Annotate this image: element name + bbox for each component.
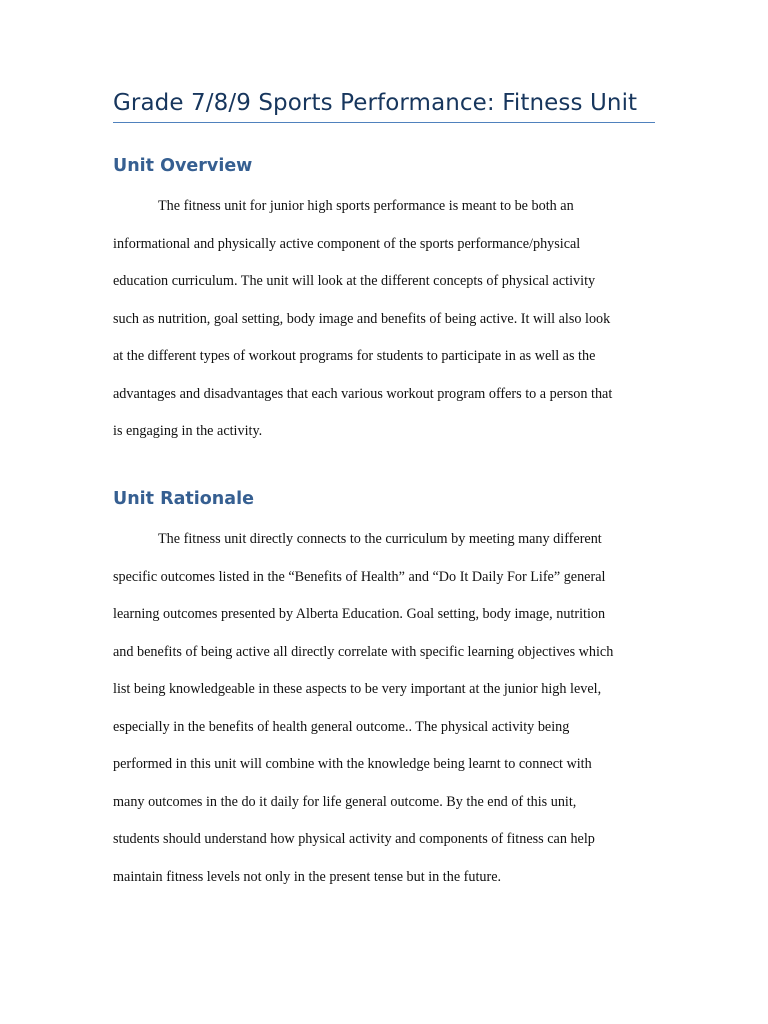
section-heading-unit-rationale: Unit Rationale — [113, 489, 254, 509]
paragraph-line: specific outcomes listed in the “Benefits of Health” and “Do It Daily For Life” general — [113, 568, 606, 585]
paragraph-line: students should understand how physical activity and components of fitness can help — [113, 831, 595, 847]
paragraph-line: learning outcomes presented by Alberta Education. Goal setting, body image, nutrition — [113, 606, 606, 622]
section-heading-unit-overview: Unit Overview — [113, 156, 253, 176]
paragraph-line: maintain fitness levels not only in the present tense but in the future. — [113, 868, 502, 885]
paragraph-unit-overview — [113, 194, 655, 457]
paragraph-line: informational and physically active component of the sports performance/physical — [113, 235, 581, 252]
paragraph-line: is engaging in the activity. — [113, 423, 263, 439]
paragraph-line: especially in the benefits of health general outcome.. The physical activity being — [113, 718, 570, 735]
paragraph-line: advantages and disadvantages that each various workout program offers to a person that — [113, 385, 613, 402]
paragraph-unit-rationale — [113, 527, 655, 902]
paragraph-line: at the different types of workout programs for students to participate in as well as the — [113, 348, 596, 364]
paragraph-line: education curriculum. The unit will look at the different concepts of physical activity — [113, 273, 596, 289]
paragraph-line: many outcomes in the do it daily for life general outcome. By the end of this unit, — [113, 793, 577, 810]
paragraph-line: performed in this unit will combine with the knowledge being learnt to connect with — [113, 756, 592, 772]
paragraph-line: and benefits of being active all directly correlate with specific learning objectives which — [113, 643, 614, 660]
paragraph-line: such as nutrition, goal setting, body image and benefits of being active. It will also look — [113, 310, 611, 327]
document-title: Grade 7/8/9 Sports Performance: Fitness Unit — [113, 90, 655, 123]
paragraph-line: list being knowledgeable in these aspects to be very important at the junior high level, — [113, 681, 602, 697]
paragraph-line: The fitness unit directly connects to the curriculum by meeting many different — [158, 531, 602, 547]
paragraph-line: The fitness unit for junior high sports performance is meant to be both an — [158, 198, 574, 214]
